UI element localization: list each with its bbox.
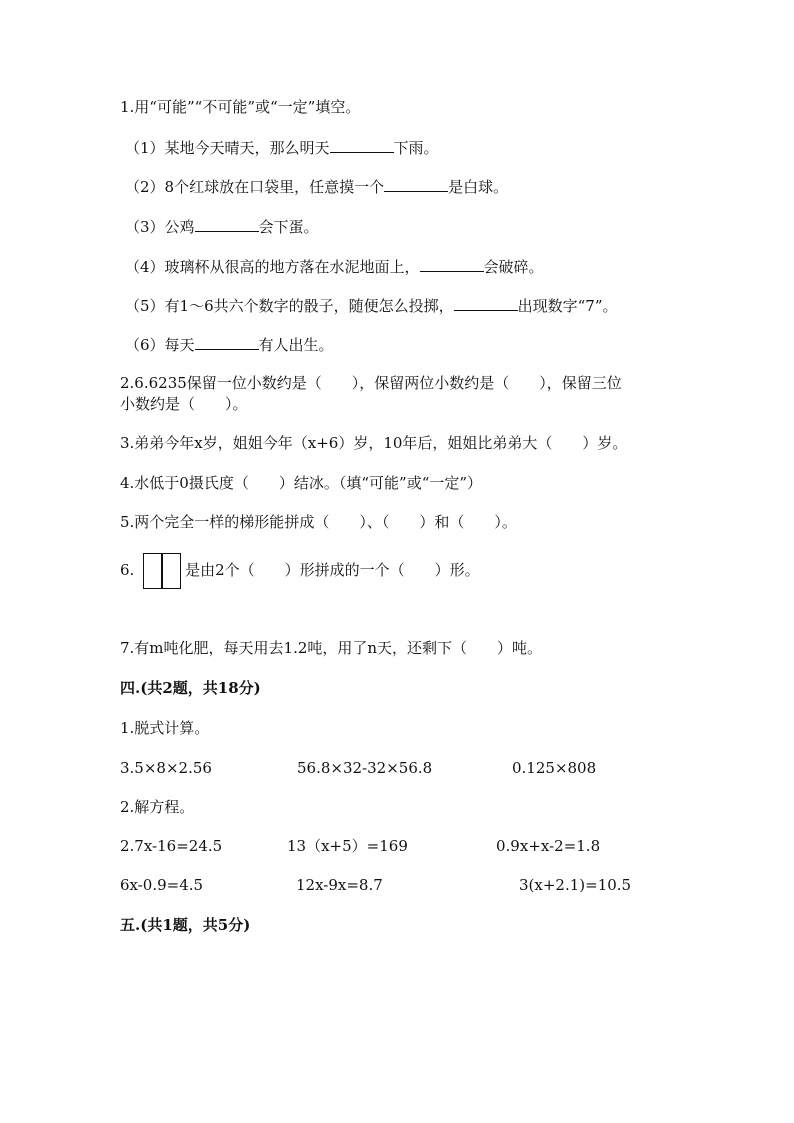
equation-2: 13（x+5）=169 bbox=[287, 837, 408, 855]
equation-1: 2.7x-16=24.5 bbox=[120, 837, 223, 855]
q1-item-3-post: 会下蛋。 bbox=[258, 218, 319, 236]
q1-item-5 bbox=[125, 295, 618, 316]
section-4-title: 四.(共2题，共18分) bbox=[120, 679, 261, 697]
answer-blank[interactable] bbox=[420, 256, 484, 272]
rectangle-left bbox=[143, 553, 163, 589]
answer-blank[interactable] bbox=[195, 216, 259, 232]
q2-line2: 小数约是（ ）。 bbox=[120, 395, 248, 413]
q1-title: 1.用“可能”“不可能”或“一定”填空。 bbox=[120, 98, 361, 116]
q1-item-6-pre: （6）每天 bbox=[125, 336, 195, 354]
q1-item-4-post: 会破碎。 bbox=[483, 258, 544, 276]
answer-blank[interactable] bbox=[384, 176, 448, 192]
q5: 5.两个完全一样的梯形能拼成（ ）、（ ）和（ ）。 bbox=[120, 513, 517, 531]
q1-item-2-post: 是白球。 bbox=[448, 178, 509, 196]
q1-item-2 bbox=[125, 176, 508, 197]
q7: 7.有m吨化肥，每天用去1.2吨，用了n天，还剩下（ ）吨。 bbox=[120, 639, 543, 657]
q1-item-4-pre: （4）玻璃杯从很高的地方落在水泥地面上， bbox=[125, 258, 420, 276]
equation-5: 12x-9x=8.7 bbox=[296, 876, 383, 894]
answer-blank[interactable] bbox=[454, 295, 518, 311]
q1-item-6 bbox=[125, 334, 334, 355]
q2-line1: 2.6.6235保留一位小数约是（ ），保留两位小数约是（ ），保留三位 bbox=[120, 374, 622, 392]
q1-item-3-pre: （3）公鸡 bbox=[125, 218, 195, 236]
rectangle-right bbox=[161, 553, 181, 589]
q1-item-5-pre: （5）有1～6共六个数字的骰子，随便怎么投掷， bbox=[125, 297, 454, 315]
q1-item-5-post: 出现数字“7”。 bbox=[517, 297, 618, 315]
answer-blank[interactable] bbox=[330, 137, 394, 153]
q6-number: 6. bbox=[120, 561, 135, 579]
q6 bbox=[120, 552, 480, 589]
calc-item-2: 56.8×32-32×56.8 bbox=[297, 759, 433, 777]
equation-6: 3(x+2.1)=10.5 bbox=[519, 876, 632, 894]
section-5-title: 五.(共1题，共5分) bbox=[120, 916, 251, 934]
q1-item-1-post: 下雨。 bbox=[393, 139, 439, 157]
q1-item-1 bbox=[125, 137, 439, 158]
section-4-part-2-title: 2.解方程。 bbox=[120, 798, 195, 816]
q3: 3.弟弟今年x岁，姐姐今年（x+6）岁，10年后，姐姐比弟弟大（ ）岁。 bbox=[120, 434, 628, 452]
two-rectangle-figure bbox=[143, 553, 181, 589]
calc-item-3: 0.125×808 bbox=[512, 759, 597, 777]
q1-item-3 bbox=[125, 216, 319, 237]
q1-item-4 bbox=[125, 256, 544, 277]
answer-blank[interactable] bbox=[195, 334, 259, 350]
q6-text: 是由2个（ ）形拼成的一个（ ）形。 bbox=[185, 561, 480, 579]
section-4-part-1-title: 1.脱式计算。 bbox=[120, 719, 210, 737]
q1-item-2-pre: （2）8个红球放在口袋里，任意摸一个 bbox=[125, 178, 385, 196]
calc-item-1: 3.5×8×2.56 bbox=[120, 759, 212, 777]
q1-item-6-post: 有人出生。 bbox=[258, 336, 334, 354]
q1-item-1-pre: （1）某地今天晴天，那么明天 bbox=[125, 139, 330, 157]
equation-4: 6x-0.9=4.5 bbox=[120, 876, 204, 894]
q4: 4.水低于0摄氏度（ ）结冰。（填“可能”或“一定”） bbox=[120, 474, 483, 492]
equation-3: 0.9x+x-2=1.8 bbox=[496, 837, 601, 855]
